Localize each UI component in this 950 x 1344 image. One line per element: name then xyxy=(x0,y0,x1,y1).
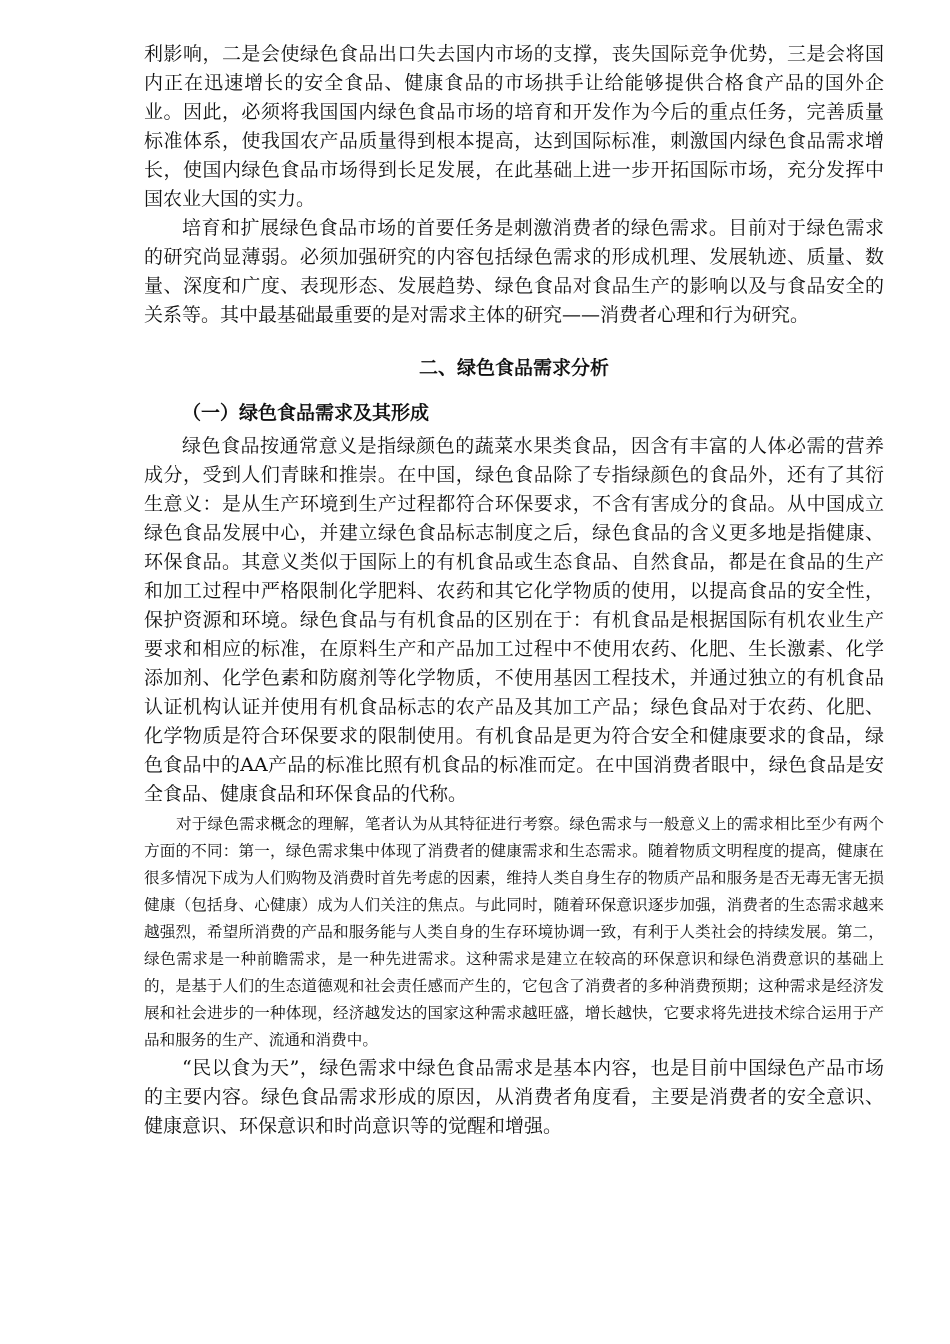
document-page xyxy=(144,40,884,1141)
subsection-heading: （一）绿色食品需求及其形成 xyxy=(182,402,430,424)
intro-paragraph: 利影响，二是会使绿色食品出口失去国内市场的支撑，丧失国际竞争优势，三是会将国内正在迅速增长的安全食品、健康食品的市场拱手让给能够提供合格食产品的国外企业。因此，必须将我国国内绿色食品市场的培育和开发作为今后的重点任务，完善质量标准体系，使我国农产品质量得到根本提高，达到国际标准，刺激国内绿色食品需求增长，使国内绿色食品市场得到长足发展，在此基础上进一步开拓国际市场，充分发挥中国农业大国的实力。 xyxy=(144,43,884,210)
section-heading: 二、绿色食品需求分析 xyxy=(418,357,609,379)
small-text-paragraph: 对于绿色需求概念的理解，笔者认为从其特征进行考察。绿色需求与一般意义上的需求相比至少有两个方面的不同：第一，绿色需求集中体现了消费者的健康需求和生态需求。随着物质文明程度的提高，健康在很多情况下成为人们购物及消费时首先考虑的因素，维持人类自身生存的物质产品和服务是否无毒无害无损健康（包括身、心健康）成为人们关注的焦点。与此同时，随着环保意识逐步加强，消费者的生态需求越来越强烈，希望所消费的产品和服务能与人类自身的生存环境协调一致，有利于人类社会的持续发展。第二，绿色需求是一种前瞻需求，是一种先进需求。这种需求是建立在较高的环保意识和绿色消费意识的基础上的，是基于人们的生态道德观和社会责任感而产生的，它包含了消费者的多种消费预期；这种需求是经济发展和社会进步的一种体现，经济越发达的国家这种需求越旺盛，增长越快，它要求将先进技术综合运用于产品和服务的生产、流通和消费中。 xyxy=(144,815,884,1049)
intro-paragraph: 培育和扩展绿色食品市场的首要任务是刺激消费者的绿色需求。目前对于绿色需求的研究尚显薄弱。必须加强研究的内容包括绿色需求的形成机理、发展轨迹、质量、数量、深度和广度、表现形态、发展趋势、绿色食品对食品生产的影响以及与食品安全的关系等。其中最基础最重要的是对需求主体的研究——消费者心理和行为研究。 xyxy=(144,217,884,326)
body-paragraph: 绿色食品按通常意义是指绿颜色的蔬菜水果类食品，因含有丰富的人体必需的营养成分，受到人们青睐和推崇。在中国，绿色食品除了专指绿颜色的食品外，还有了其衍生意义：是从生产环境到生产过程都符合环保要求，不含有害成分的食品。从中国成立绿色食品发展中心，并建立绿色食品标志制度之后，绿色食品的含义更多地是指健康、环保食品。其意义类似于国际上的有机食品或生态食品、自然食品，都是在食品的生产和加工过程中严格限制化学肥料、农药和其它化学物质的使用，以提高食品的安全性，保护资源和环境。绿色食品与有机食品的区别在于：有机食品是根据国际有机农业生产要求和相应的标准，在原料生产和产品加工过程中不使用农药、化肥、生长激素、化学添加剂、化学色素和防腐剂等化学物质，不使用基因工程技术，并通过独立的有机食品认证机构认证并使用有机食品标志的农产品及其加工产品；绿色食品对于农药、化肥、化学物质是符合环保要求的限制使用。有机食品是更为符合安全和健康要求的食品，绿色食品中的AA产品的标准比照有机食品的标准而定。在中国消费者眼中，绿色食品是安全食品、健康食品和环保食品的代称。 xyxy=(144,435,884,805)
closing-paragraph: “民以食为天”，绿色需求中绿色食品需求是基本内容，也是目前中国绿色产品市场的主要内容。绿色食品需求形成的原因，从消费者角度看，主要是消费者的安全意识、健康意识、环保意识和时尚意识等的觉醒和增强。 xyxy=(144,1057,884,1137)
